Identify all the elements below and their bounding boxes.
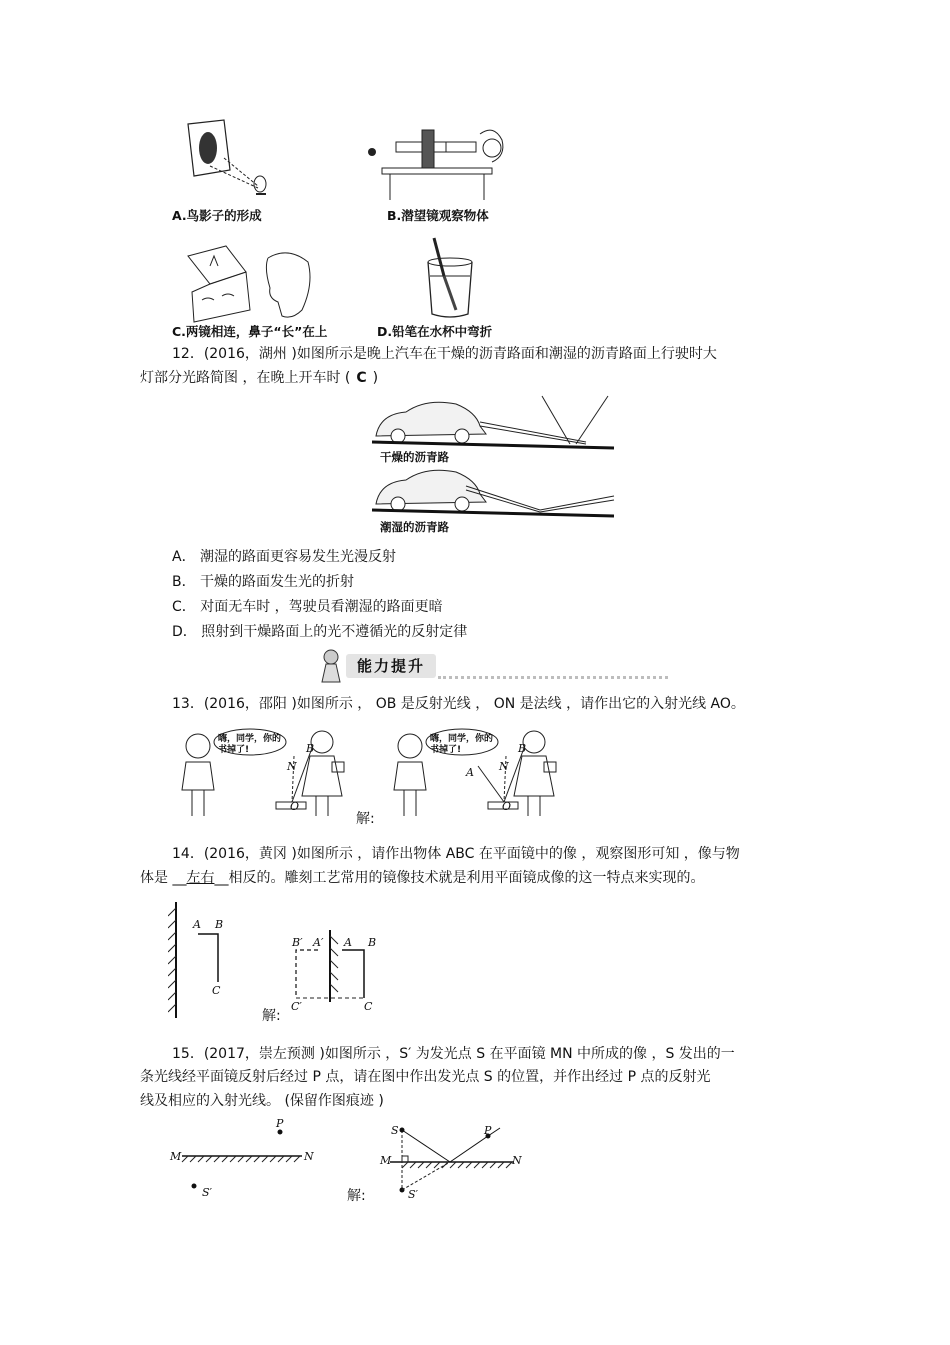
student-mascot-icon bbox=[316, 648, 346, 684]
q12-option-d: D． 照射到干燥路面上的光不遵循光的反射定律 bbox=[172, 624, 468, 640]
q15-label-n: N bbox=[304, 1150, 314, 1163]
q15-line1: 15．(2017，崇左预测 )如图所示 ，S′ 为发光点 S 在平面镜 MN 中所成的像 ，S 发出的一 bbox=[172, 1046, 735, 1062]
q13-answer-label: 解: bbox=[356, 811, 375, 827]
q12-line2 bbox=[140, 368, 378, 388]
q15-label-sprime: S′ bbox=[202, 1186, 213, 1199]
q13-answer-label-n: N bbox=[499, 760, 509, 773]
q13-answer-label-o: O bbox=[502, 800, 512, 813]
q14-answer: 左右 bbox=[186, 870, 215, 886]
q12-line1: 12．(2016，湖州 )如图所示是晚上汽车在干燥的沥青路面和潮湿的沥青路面上行驶时大 bbox=[172, 346, 717, 362]
fig-dry-road-caption: 干燥的沥青路 bbox=[380, 450, 449, 464]
fig-wet-road-caption: 潮湿的沥青路 bbox=[380, 520, 449, 534]
q12-answer: C bbox=[356, 370, 367, 386]
q14-answer-label-bprime: B′ bbox=[292, 936, 303, 949]
q14-line2-suffix: __相反的。雕刻工艺常用的镜像技术就是利用平面镜成像的这一特点来实现的。 bbox=[214, 870, 705, 886]
banner-title: 能力提升 bbox=[346, 654, 436, 678]
q15-answer-label-n: N bbox=[512, 1154, 522, 1167]
q12-option-c: C． 对面无车时 ，驾驶员看潮湿的路面更暗 bbox=[172, 599, 443, 615]
q14-label-a: A bbox=[193, 918, 201, 931]
q14-answer-label-b: B bbox=[368, 936, 377, 949]
q15-label-p: P bbox=[276, 1117, 284, 1130]
q12-line2-prefix: 灯部分光路简图 ，在晚上开车时 ( bbox=[140, 370, 351, 386]
q12-option-a: A． 潮湿的路面更容易发生光漫反射 bbox=[172, 549, 397, 565]
pencil-in-water-figure bbox=[420, 236, 480, 320]
q15-line2: 条光线经平面镜反射后经过 P 点，请在图中作出发光点 S 的位置，并作出经过 P 点的反射光 bbox=[140, 1069, 711, 1085]
q15-answer-label-m: M bbox=[380, 1154, 392, 1167]
section-banner bbox=[310, 648, 670, 684]
q13-answer-label-a: A bbox=[466, 766, 474, 779]
q14-answer-label: 解: bbox=[262, 1008, 281, 1024]
q14-answer-label-cprime: C′ bbox=[291, 1000, 302, 1013]
q13-label-n: N bbox=[287, 760, 297, 773]
q15-line3: 线及相应的入射光线。 (保留作图痕迹 ) bbox=[140, 1093, 384, 1109]
q15-answer-label-p: P bbox=[484, 1124, 492, 1137]
q13-label-b: B bbox=[306, 742, 315, 755]
q13-answer-bubble-text: 嗨，同学，你的书掉了! bbox=[430, 734, 494, 755]
fig11-caption-b: B.潜望镜观察物体 bbox=[387, 208, 489, 223]
q14-label-b: B bbox=[215, 918, 224, 931]
two-mirror-face-figure bbox=[186, 244, 316, 324]
dry-road-figure bbox=[370, 392, 615, 452]
q14-label-c: C bbox=[212, 984, 221, 997]
q15-answer-label-sprime: S′ bbox=[408, 1188, 419, 1201]
q13-answer-label-b: B bbox=[518, 742, 527, 755]
q14-line2-prefix: 体是 __ bbox=[140, 870, 187, 886]
fig11-caption-a: A.鸟影子的形成 bbox=[172, 208, 262, 223]
banner-divider bbox=[438, 676, 668, 679]
q12-line2-suffix: ) bbox=[372, 370, 379, 386]
q14-answer-label-a: A bbox=[344, 936, 352, 949]
q15-question-figure bbox=[168, 1118, 318, 1208]
q15-label-m: M bbox=[170, 1150, 182, 1163]
q13-label-o: O bbox=[290, 800, 300, 813]
periscope-figure bbox=[362, 122, 512, 204]
q14-question-figure bbox=[168, 900, 248, 1020]
q15-answer-label-s: S bbox=[391, 1124, 399, 1137]
bird-shadow-figure bbox=[180, 118, 290, 200]
q14-line1: 14．(2016，黄冈 )如图所示 ，请作出物体 ABC 在平面镜中的像 ，观察图形可知 ，像与物 bbox=[172, 846, 740, 862]
q14-answer-label-aprime: A′ bbox=[313, 936, 324, 949]
q13-text: 13．(2016，邵阳 )如图所示 ， OB 是反射光线 ， ON 是法线 ，请作出它的入射光线 AO。 bbox=[172, 696, 745, 712]
q13-bubble-text: 嗨，同学，你的书掉了! bbox=[218, 734, 282, 755]
q12-option-b: B． 干燥的路面发生光的折射 bbox=[172, 574, 355, 590]
q14-line2 bbox=[140, 868, 704, 888]
q15-answer-figure bbox=[378, 1120, 528, 1202]
wet-road-figure bbox=[370, 466, 615, 522]
fig11-caption-d: D.铅笔在水杯中弯折 bbox=[377, 324, 493, 339]
fig11-caption-c: C.两镜相连，鼻子“长”在上 bbox=[172, 324, 328, 339]
q15-answer-label: 解: bbox=[347, 1188, 366, 1204]
q14-answer-label-c: C bbox=[364, 1000, 373, 1013]
